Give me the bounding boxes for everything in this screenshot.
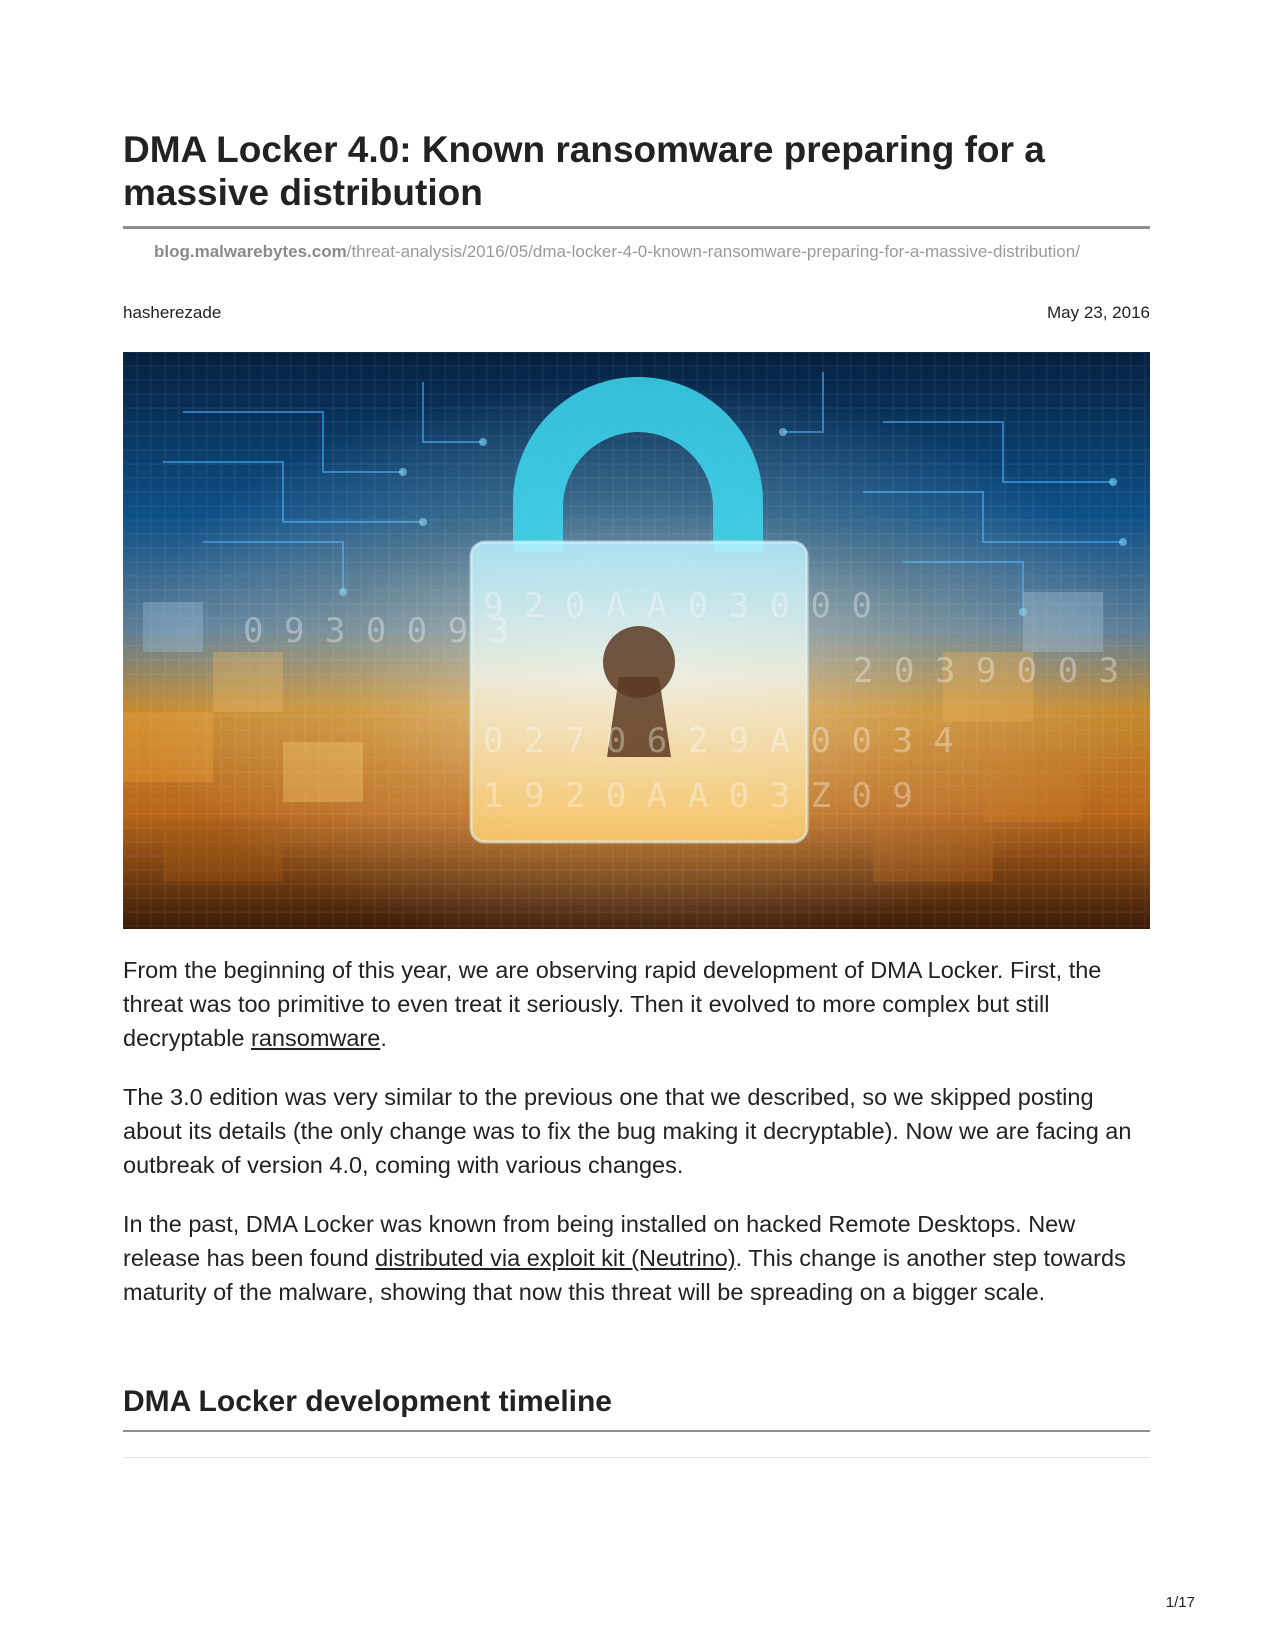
author: hasherezade — [123, 303, 222, 322]
article-title: DMA Locker 4.0: Known ransomware preparing for a massive distribution — [123, 129, 1045, 213]
exploit-kit-link[interactable]: distributed via exploit kit (Neutrino) — [375, 1245, 736, 1271]
paragraph-3 — [123, 1207, 1150, 1309]
article-body — [123, 953, 1150, 1334]
title-divider — [123, 226, 1150, 229]
padlock-circuit-image — [123, 352, 1150, 929]
paragraph-1 — [123, 953, 1150, 1055]
paragraph-1-text: From the beginning of this year, we are observing rapid development of DMA Locker. First, the threat was too primitive to even treat it seriously. Then it evolved to more complex but still decryptable — [123, 957, 1102, 1051]
svg-text:1 9 2 0 A A 0 3 Z 0 9: 1 9 2 0 A A 0 3 Z 0 9 — [483, 776, 913, 816]
svg-text:9 2 0 A A 0 3 0 0 0: 9 2 0 A A 0 3 0 0 0 — [483, 586, 872, 626]
hero-image-padlock — [123, 352, 1150, 929]
url-domain: blog.malwarebytes.com — [154, 242, 347, 261]
section-title: DMA Locker development timeline — [123, 1385, 612, 1418]
paragraph-2: The 3.0 edition was very similar to the previous one that we described, so we skipped posting about its details (the only change was to fix the bug making it decryptable). Now we are facing an outbreak of version 4.0, coming with various changes. — [123, 1084, 1132, 1178]
ransomware-link[interactable]: ransomware — [251, 1025, 381, 1051]
section-divider-light — [123, 1457, 1150, 1458]
url-path: /threat-analysis/2016/05/dma-locker-4-0-known-ransomware-preparing-for-a-massive-distribution/ — [346, 242, 1080, 261]
page-number: 1/17 — [1165, 1594, 1195, 1611]
paragraph-3-end: . This change is another step towards maturity of the malware, showing that now this threat will be spreading on a bigger scale. — [123, 1245, 1126, 1305]
paragraph-3-text: In the past, DMA Locker was known from being installed on hacked Remote Desktops. New release has been found — [123, 1211, 1076, 1271]
article-meta — [123, 302, 1150, 324]
source-url[interactable] — [123, 240, 1150, 264]
section-divider — [123, 1430, 1150, 1432]
svg-text:2 0 3 9 0 0 3: 2 0 3 9 0 0 3 — [853, 651, 1120, 691]
publish-date: May 23, 2016 — [1046, 303, 1150, 322]
svg-text:0 9 3 0 0 9 3: 0 9 3 0 0 9 3 — [243, 611, 510, 651]
svg-text:0 2 7 0 6 2 9 A 0 0 3 4: 0 2 7 0 6 2 9 A 0 0 3 4 — [483, 721, 954, 761]
paragraph-1-end: . — [380, 1025, 387, 1051]
